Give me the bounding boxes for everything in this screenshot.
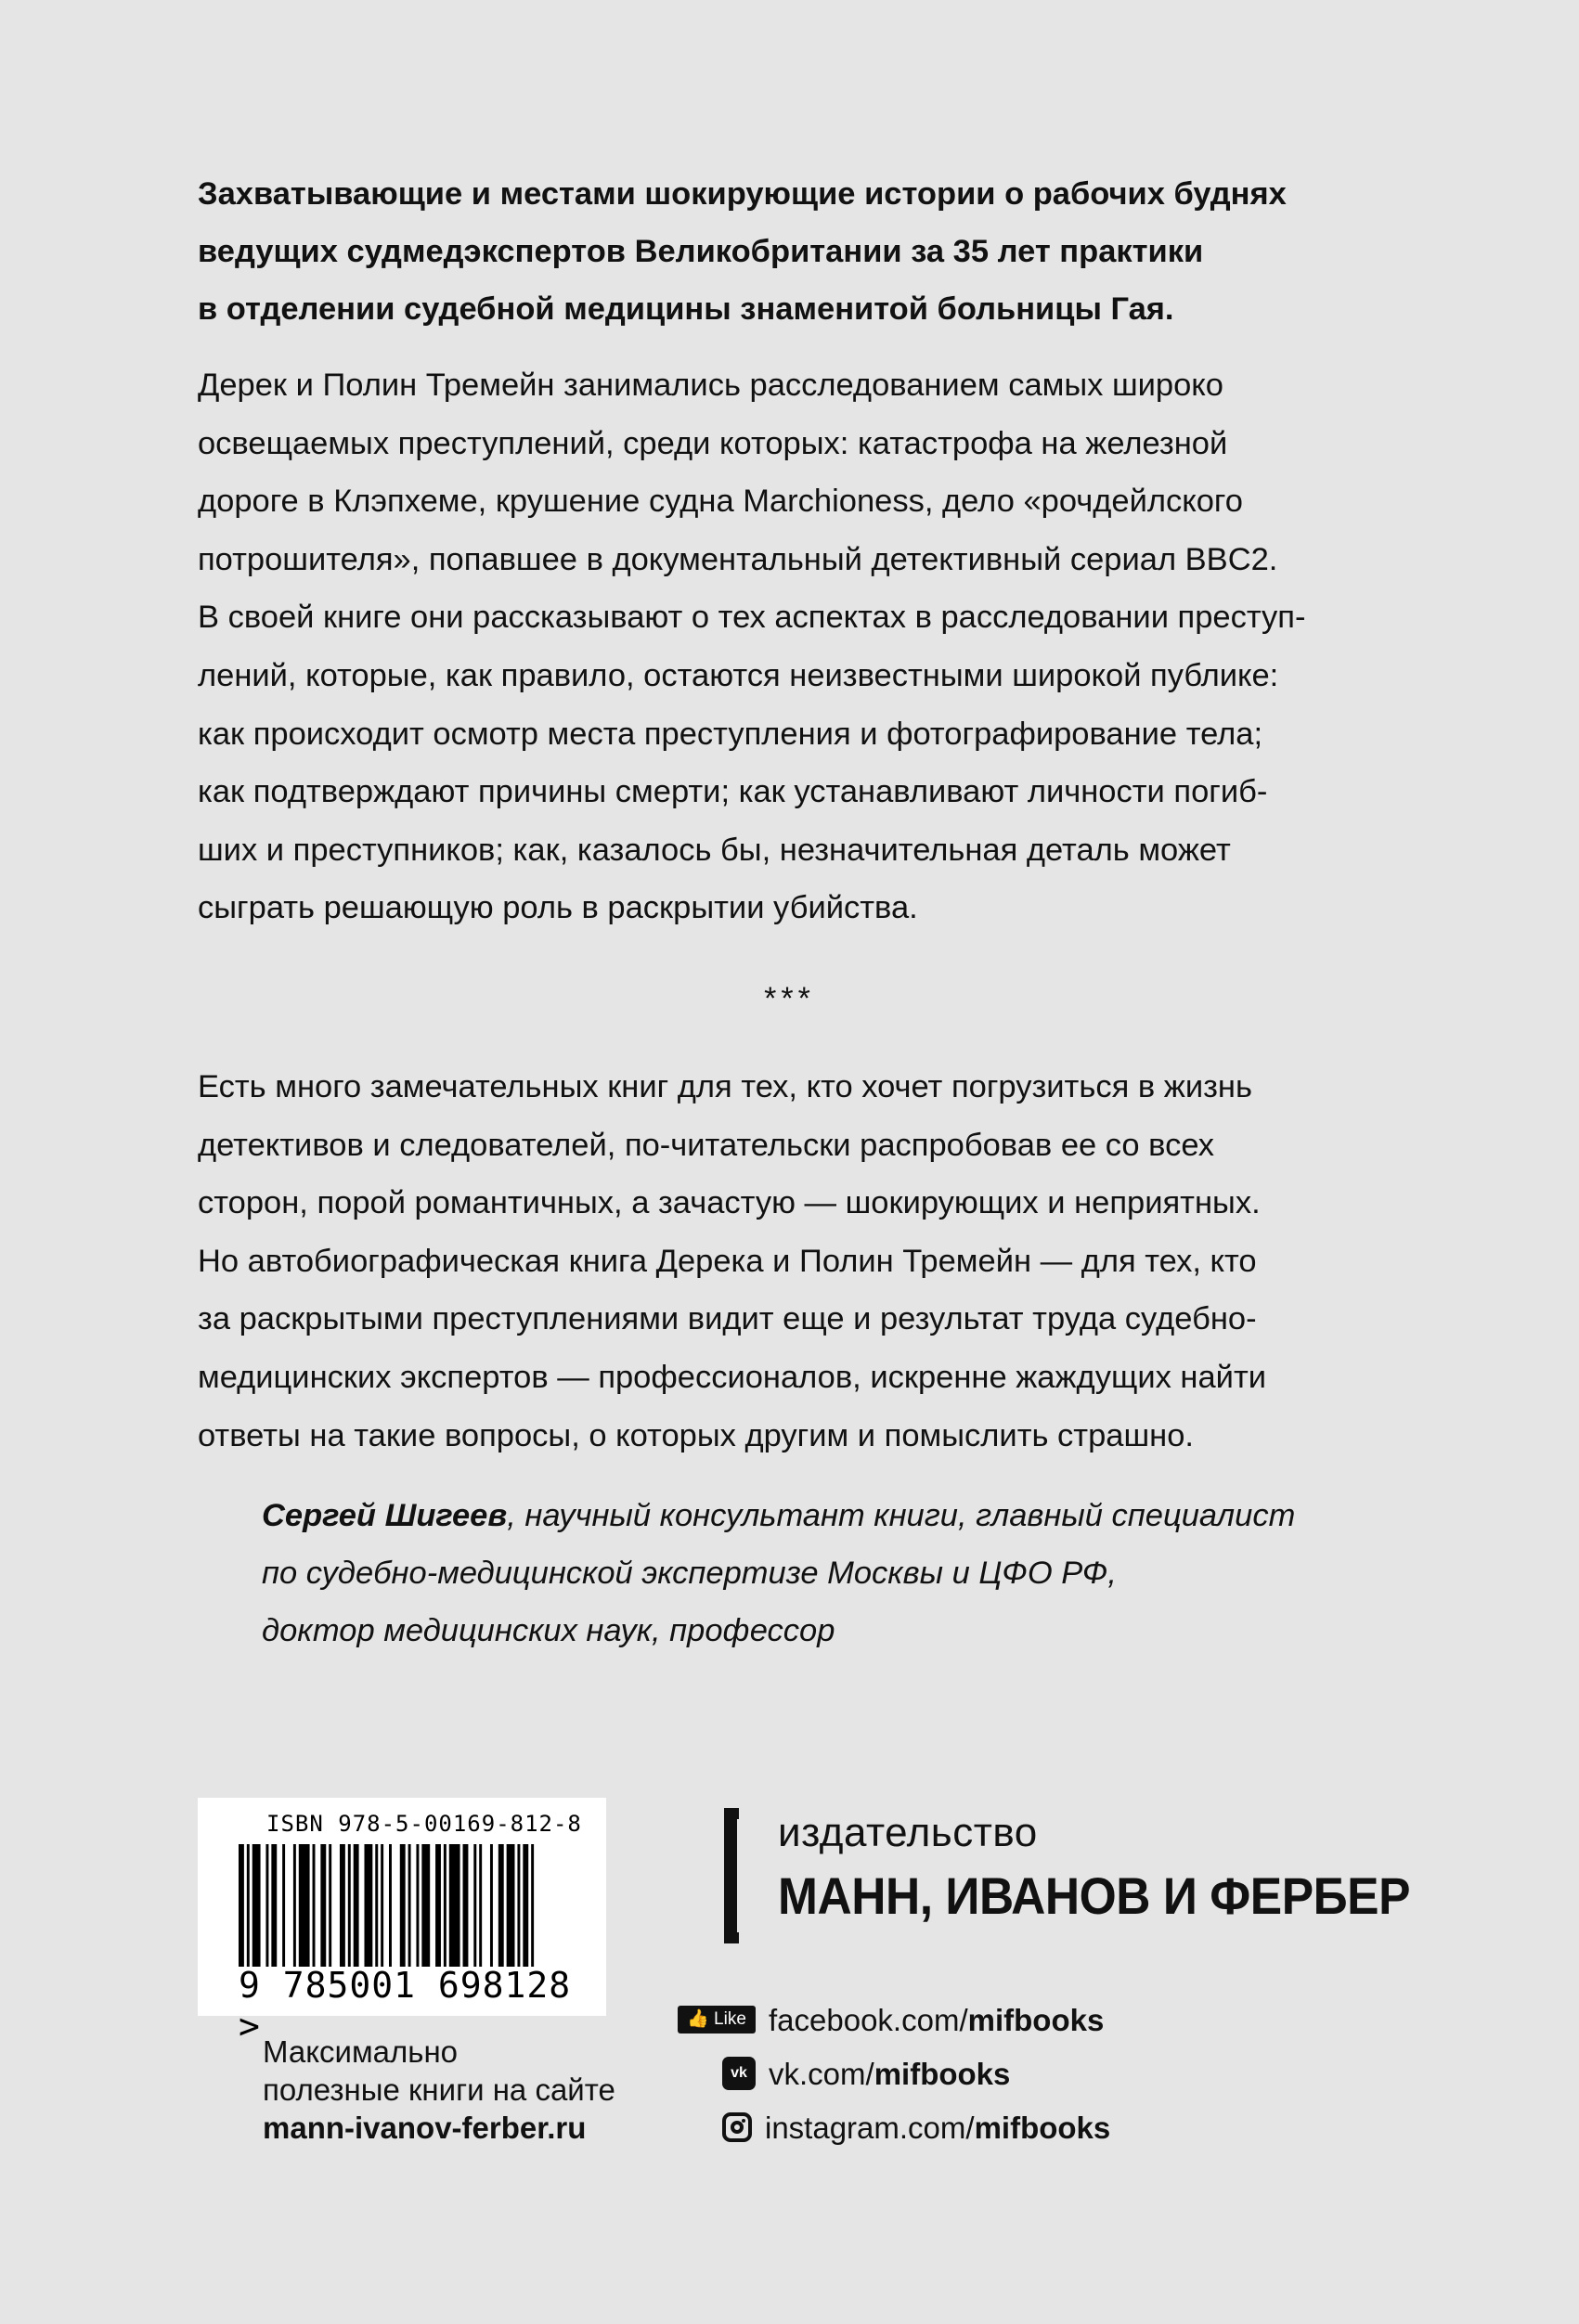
barcode-bar <box>416 1844 419 1967</box>
barcode-bar <box>348 1844 351 1967</box>
text-line: освещаемых преступлений, среди которых: катастрофа на железной <box>198 425 1228 461</box>
barcode-bar <box>517 1844 520 1967</box>
text-line: сторон, порой романтичных, а зачастую — шокирующих и неприятных. <box>198 1185 1261 1221</box>
barcode-bar <box>400 1844 406 1967</box>
site-note-line: полезные книги на сайте <box>263 2072 615 2107</box>
text-line: Но автобиографическая книга Дерека и Полин Тремейн — для тех, кто <box>198 1243 1257 1279</box>
attribution-line: доктор медицинских наук, профессор <box>262 1613 835 1648</box>
review-paragraph <box>198 1058 1432 1465</box>
text-line: как происходит осмотр места преступления и фотографирование тела; <box>198 716 1263 752</box>
barcode-bar <box>271 1844 277 1967</box>
site-note <box>263 2033 615 2147</box>
barcode-bar <box>490 1844 493 1967</box>
text-line: дороге в Клэпхеме, крушение судна Marchioness, дело «рочдейлского <box>198 484 1243 520</box>
social-prefix: facebook.com/ <box>769 2003 968 2037</box>
barcode-bar <box>507 1844 515 1967</box>
social-prefix: instagram.com/ <box>765 2111 975 2145</box>
barcode-bar <box>340 1844 345 1967</box>
quote-author: Сергей Шигеев <box>262 1498 508 1533</box>
isbn-barcode <box>198 1798 606 2046</box>
quote-attribution <box>262 1487 1422 1659</box>
barcode-bar <box>329 1844 331 1967</box>
isbn-number: ISBN 978-5-00169-812-8 <box>266 1811 582 1837</box>
barcode-bar <box>252 1844 261 1967</box>
barcode-bar <box>381 1844 383 1967</box>
facebook-like-icon: 👍 Like <box>678 2006 756 2034</box>
barcode-bar <box>282 1844 285 1967</box>
barcode-bar <box>531 1844 534 1967</box>
barcode-bars <box>239 1844 539 1967</box>
barcode-bar <box>449 1844 460 1967</box>
barcode-bar <box>265 1844 268 1967</box>
social-handle: mifbooks <box>974 2111 1111 2145</box>
social-handle: mifbooks <box>874 2057 1011 2091</box>
text-line: медицинских экспертов — профессионалов, искренне жаждущих найти <box>198 1359 1267 1395</box>
text-line: потрошителя», попавшее в документальный детективный сериал BBC2. <box>198 541 1278 577</box>
text-line: ших и преступников; как, казалось бы, незначительная деталь может <box>198 832 1231 868</box>
barcode-bar <box>498 1844 504 1967</box>
barcode-bar <box>435 1844 441 1967</box>
text-line: сыграть решающую роль в раскрытии убийства. <box>198 890 918 926</box>
author-title: , научный консультант книги, главный специалист <box>507 1498 1296 1533</box>
section-separator: *** <box>764 981 815 1016</box>
publisher-site-link[interactable]: mann-ivanov-ferber.ru <box>263 2111 587 2145</box>
barcode-bar <box>364 1844 372 1967</box>
barcode-bar <box>293 1844 296 1967</box>
blurb-line: Захватывающие и местами шокирующие истории о рабочих буднях <box>198 176 1287 212</box>
text-line: детективов и следователей, по-читательски распробовав ее со всех <box>198 1127 1215 1163</box>
barcode-bar <box>247 1844 250 1967</box>
publisher-bracket-logo <box>724 1808 739 1943</box>
blurb-line: в отделении судебной медицины знаменитой больницы Гая. <box>198 291 1174 327</box>
vk-icon: vk <box>722 2057 756 2090</box>
text-line: как подтверждают причины смерти; как устанавливают личности погиб- <box>198 774 1268 810</box>
barcode-bar <box>463 1844 469 1967</box>
social-instagram[interactable] <box>678 2111 1110 2146</box>
attribution-line <box>262 1487 1422 1544</box>
barcode-bar <box>408 1844 411 1967</box>
attribution-line: по судебно-медицинской экспертизе Москвы и ЦФО РФ, <box>262 1556 1117 1591</box>
barcode-digits: 9 785001 698128 > <box>239 1965 572 2046</box>
instagram-icon <box>722 2112 752 2142</box>
description-paragraph <box>198 356 1432 937</box>
blurb <box>198 165 1414 338</box>
social-handle: mifbooks <box>967 2003 1105 2037</box>
barcode-bar <box>421 1844 430 1967</box>
text-line: Есть много замечательных книг для тех, кто хочет погрузиться в жизнь <box>198 1069 1252 1104</box>
barcode-bar <box>444 1844 447 1967</box>
barcode-bar <box>299 1844 310 1967</box>
text-line: ответы на такие вопросы, о которых другим и помыслить страшно. <box>198 1417 1194 1453</box>
social-facebook[interactable] <box>678 2003 1104 2038</box>
barcode-bar <box>473 1844 476 1967</box>
social-vk[interactable] <box>678 2057 1010 2093</box>
barcode-bar <box>320 1844 326 1967</box>
blurb-line: ведущих судмедэкспертов Великобритании за 35 лет практики <box>198 234 1204 269</box>
social-prefix: vk.com/ <box>769 2057 874 2091</box>
barcode-bar <box>313 1844 316 1967</box>
publisher-label: издательство <box>778 1810 1038 1855</box>
barcode-bar <box>389 1844 392 1967</box>
barcode-bar <box>375 1844 378 1967</box>
site-note-line: Максимально <box>263 2034 459 2069</box>
text-line: Дерек и Полин Тремейн занимались расследованием самых широко <box>198 368 1223 403</box>
barcode-bar <box>479 1844 482 1967</box>
barcode-bar <box>239 1844 244 1967</box>
barcode-bar <box>354 1844 359 1967</box>
text-line: лений, которые, как правило, остаются неизвестными широкой публике: <box>198 657 1279 693</box>
text-line: за раскрытыми преступлениями видит еще и результат труда судебно- <box>198 1301 1257 1337</box>
text-line: В своей книге они рассказывают о тех аспектах в расследовании преступ- <box>198 600 1306 636</box>
publisher-name: МАНН, ИВАНОВ И ФЕРБЕР <box>778 1866 1410 1925</box>
barcode-bar <box>523 1844 528 1967</box>
